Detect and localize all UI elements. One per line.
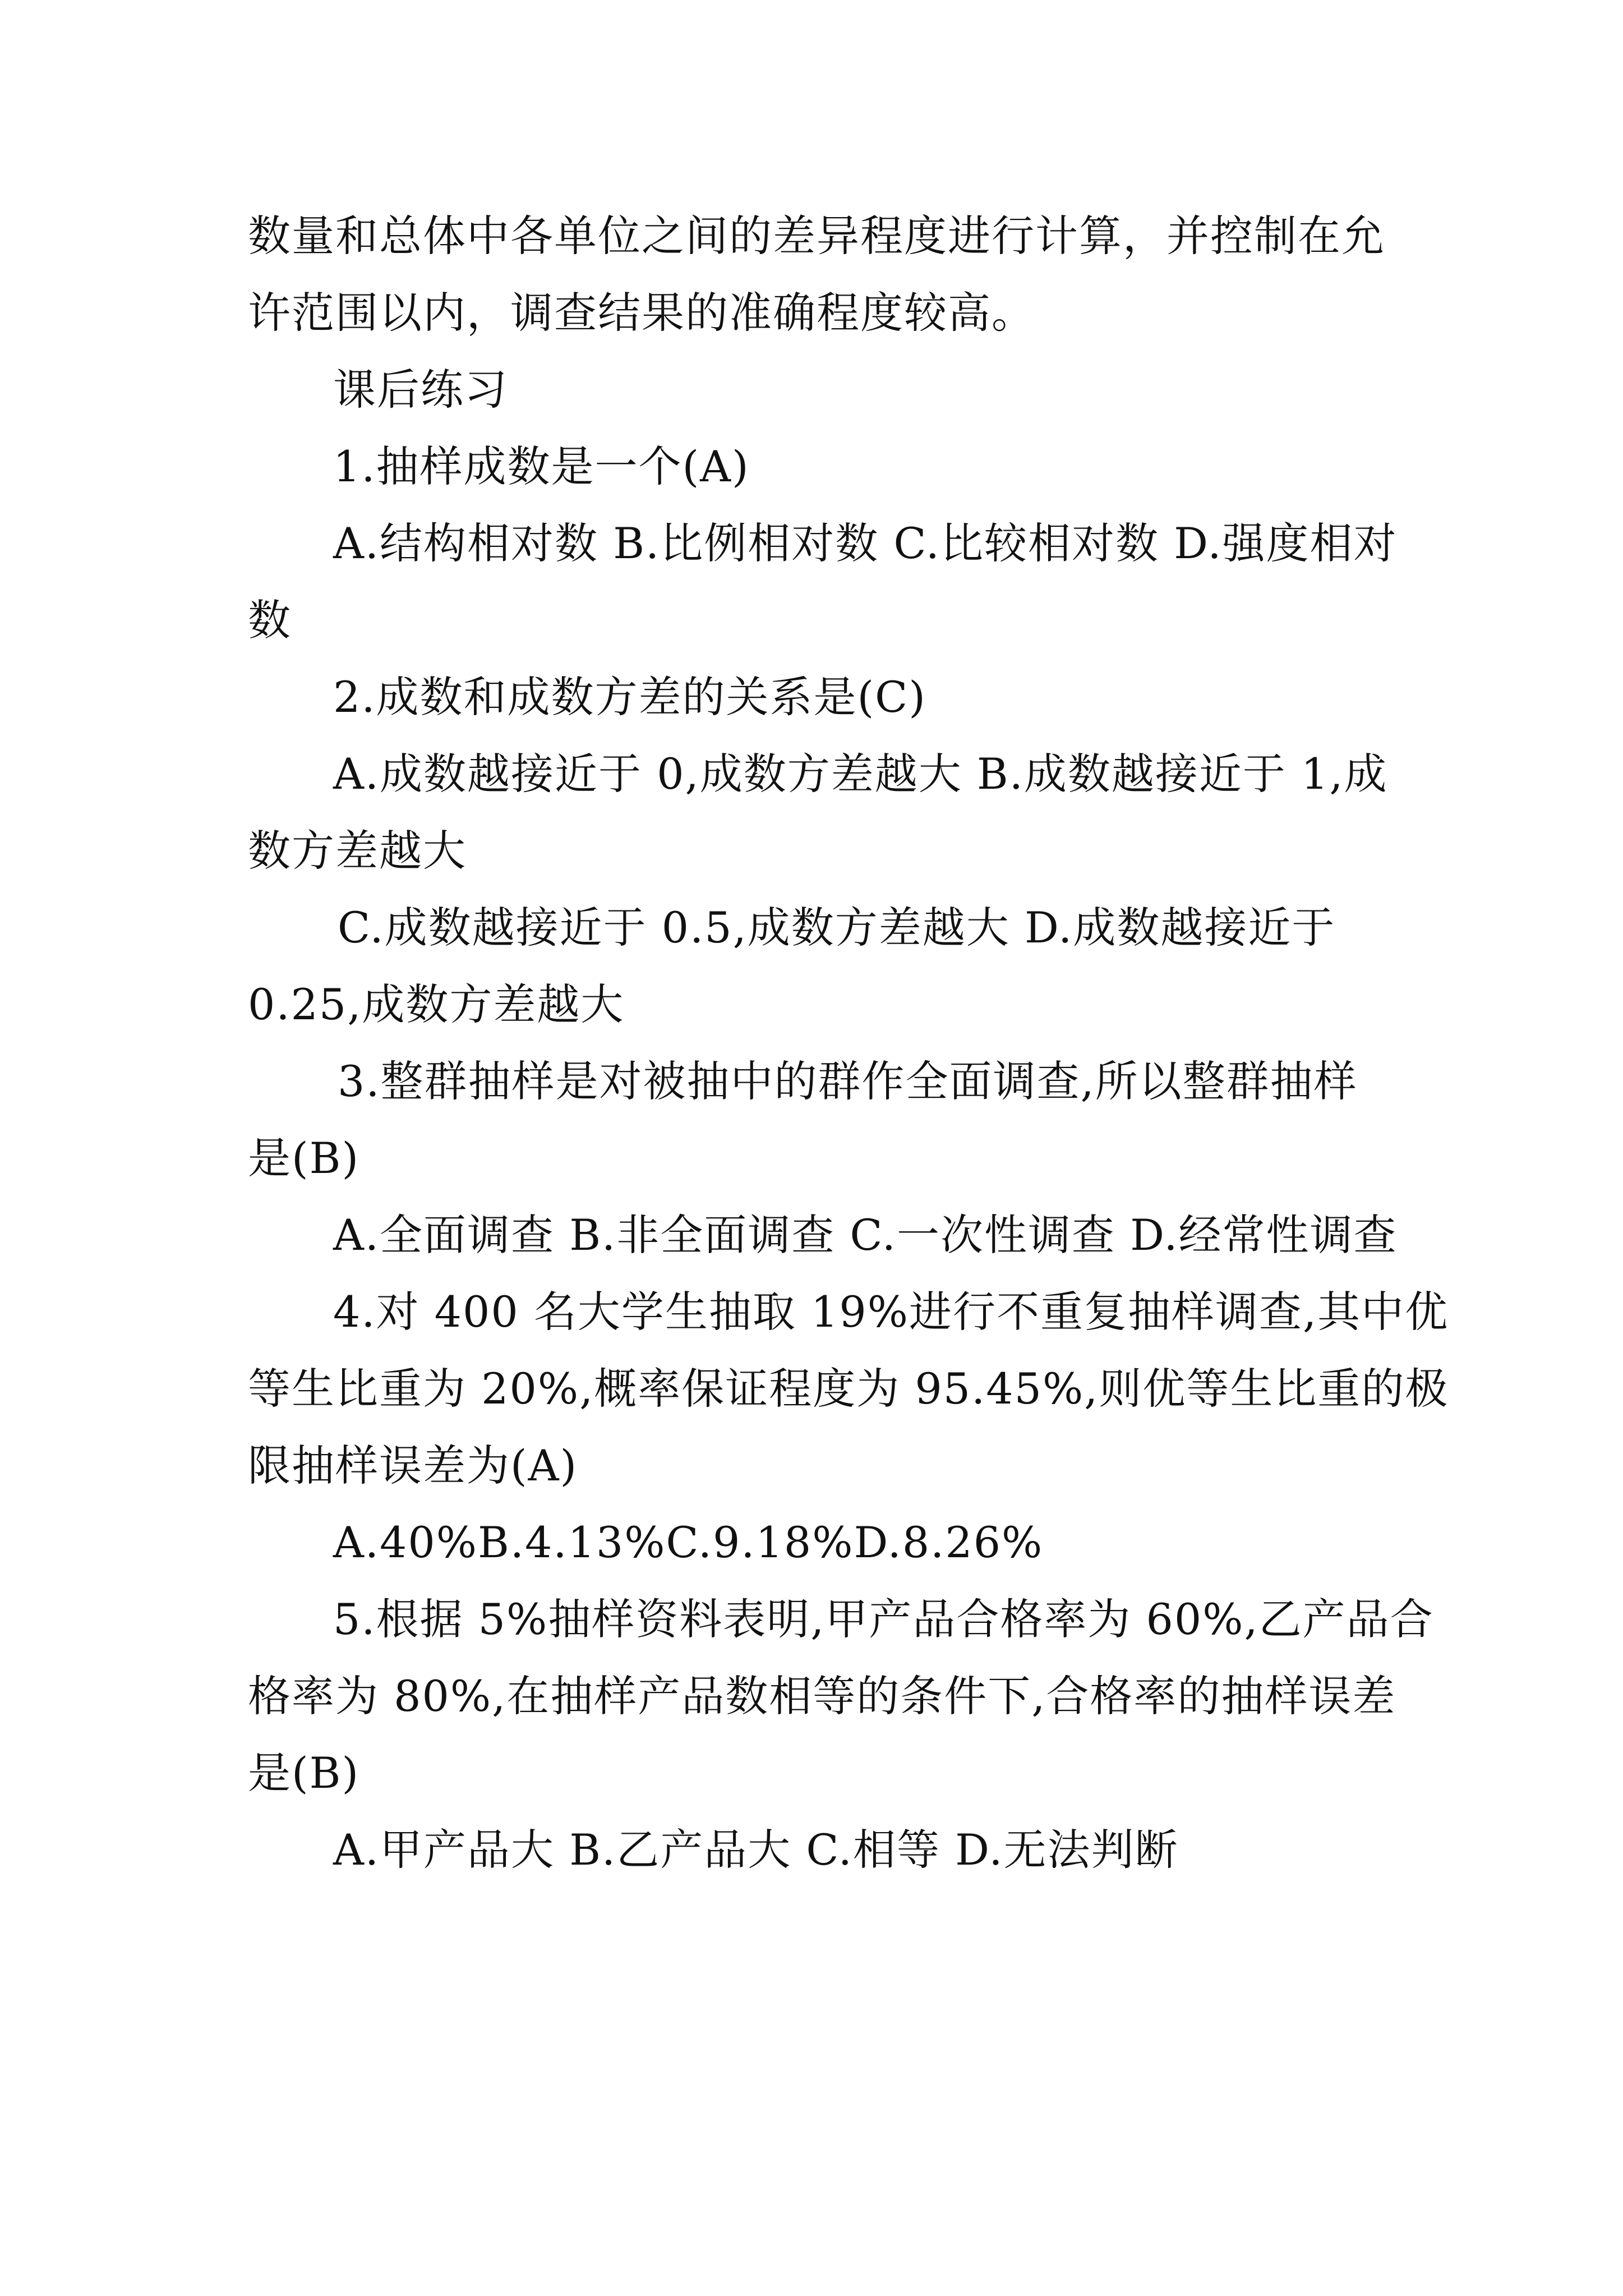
question-5-cont-2: 是(B) (248, 1748, 360, 1798)
question-2-options-cont: 数方差越大 (248, 826, 467, 876)
question-5-cont: 格率为 80%,在抽样产品数相等的条件下,合格率的抽样误差 (248, 1671, 1396, 1721)
document-body (248, 197, 1449, 1888)
paragraph-line: 许范围以内，调查结果的准确程度较高。 (248, 288, 1035, 338)
question-1-options: A.结构相对数 B.比例相对数 C.比较相对数 D.强度相对 (333, 518, 1398, 568)
question-4: 4.对 400 名大学生抽取 19%进行不重复抽样调查,其中优 (333, 1287, 1449, 1337)
question-2-options-2-cont: 0.25,成数方差越大 (248, 979, 625, 1029)
question-3-options: A.全面调查 B.非全面调查 C.一次性调查 D.经常性调查 (333, 1210, 1398, 1260)
question-4-options: A.40%B.4.13%C.9.18%D.8.26% (333, 1517, 1044, 1567)
question-2-options-2: C.成数越接近于 0.5,成数方差越大 D.成数越接近于 (338, 903, 1336, 953)
paragraph-line: 数量和总体中各单位之间的差异程度进行计算，并控制在允 (248, 211, 1385, 261)
question-4-cont: 等生比重为 20%,概率保证程度为 95.45%,则优等生比重的极 (248, 1364, 1449, 1414)
question-3: 3.整群抽样是对被抽中的群作全面调查,所以整群抽样 (338, 1056, 1358, 1106)
question-2: 2.成数和成数方差的关系是(C) (333, 672, 926, 722)
question-1: 1.抽样成数是一个(A) (333, 441, 750, 491)
question-4-cont-2: 限抽样误差为(A) (248, 1441, 578, 1490)
question-1-options-cont: 数 (248, 595, 292, 645)
question-2-options: A.成数越接近于 0,成数方差越大 B.成数越接近于 1,成 (333, 749, 1388, 799)
question-5-options: A.甲产品大 B.乙产品大 C.相等 D.无法判断 (333, 1825, 1179, 1875)
section-heading: 课后练习 (333, 365, 508, 415)
question-3-cont: 是(B) (248, 1133, 360, 1183)
question-5: 5.根据 5%抽样资料表明,甲产品合格率为 60%,乙产品合 (333, 1594, 1434, 1644)
